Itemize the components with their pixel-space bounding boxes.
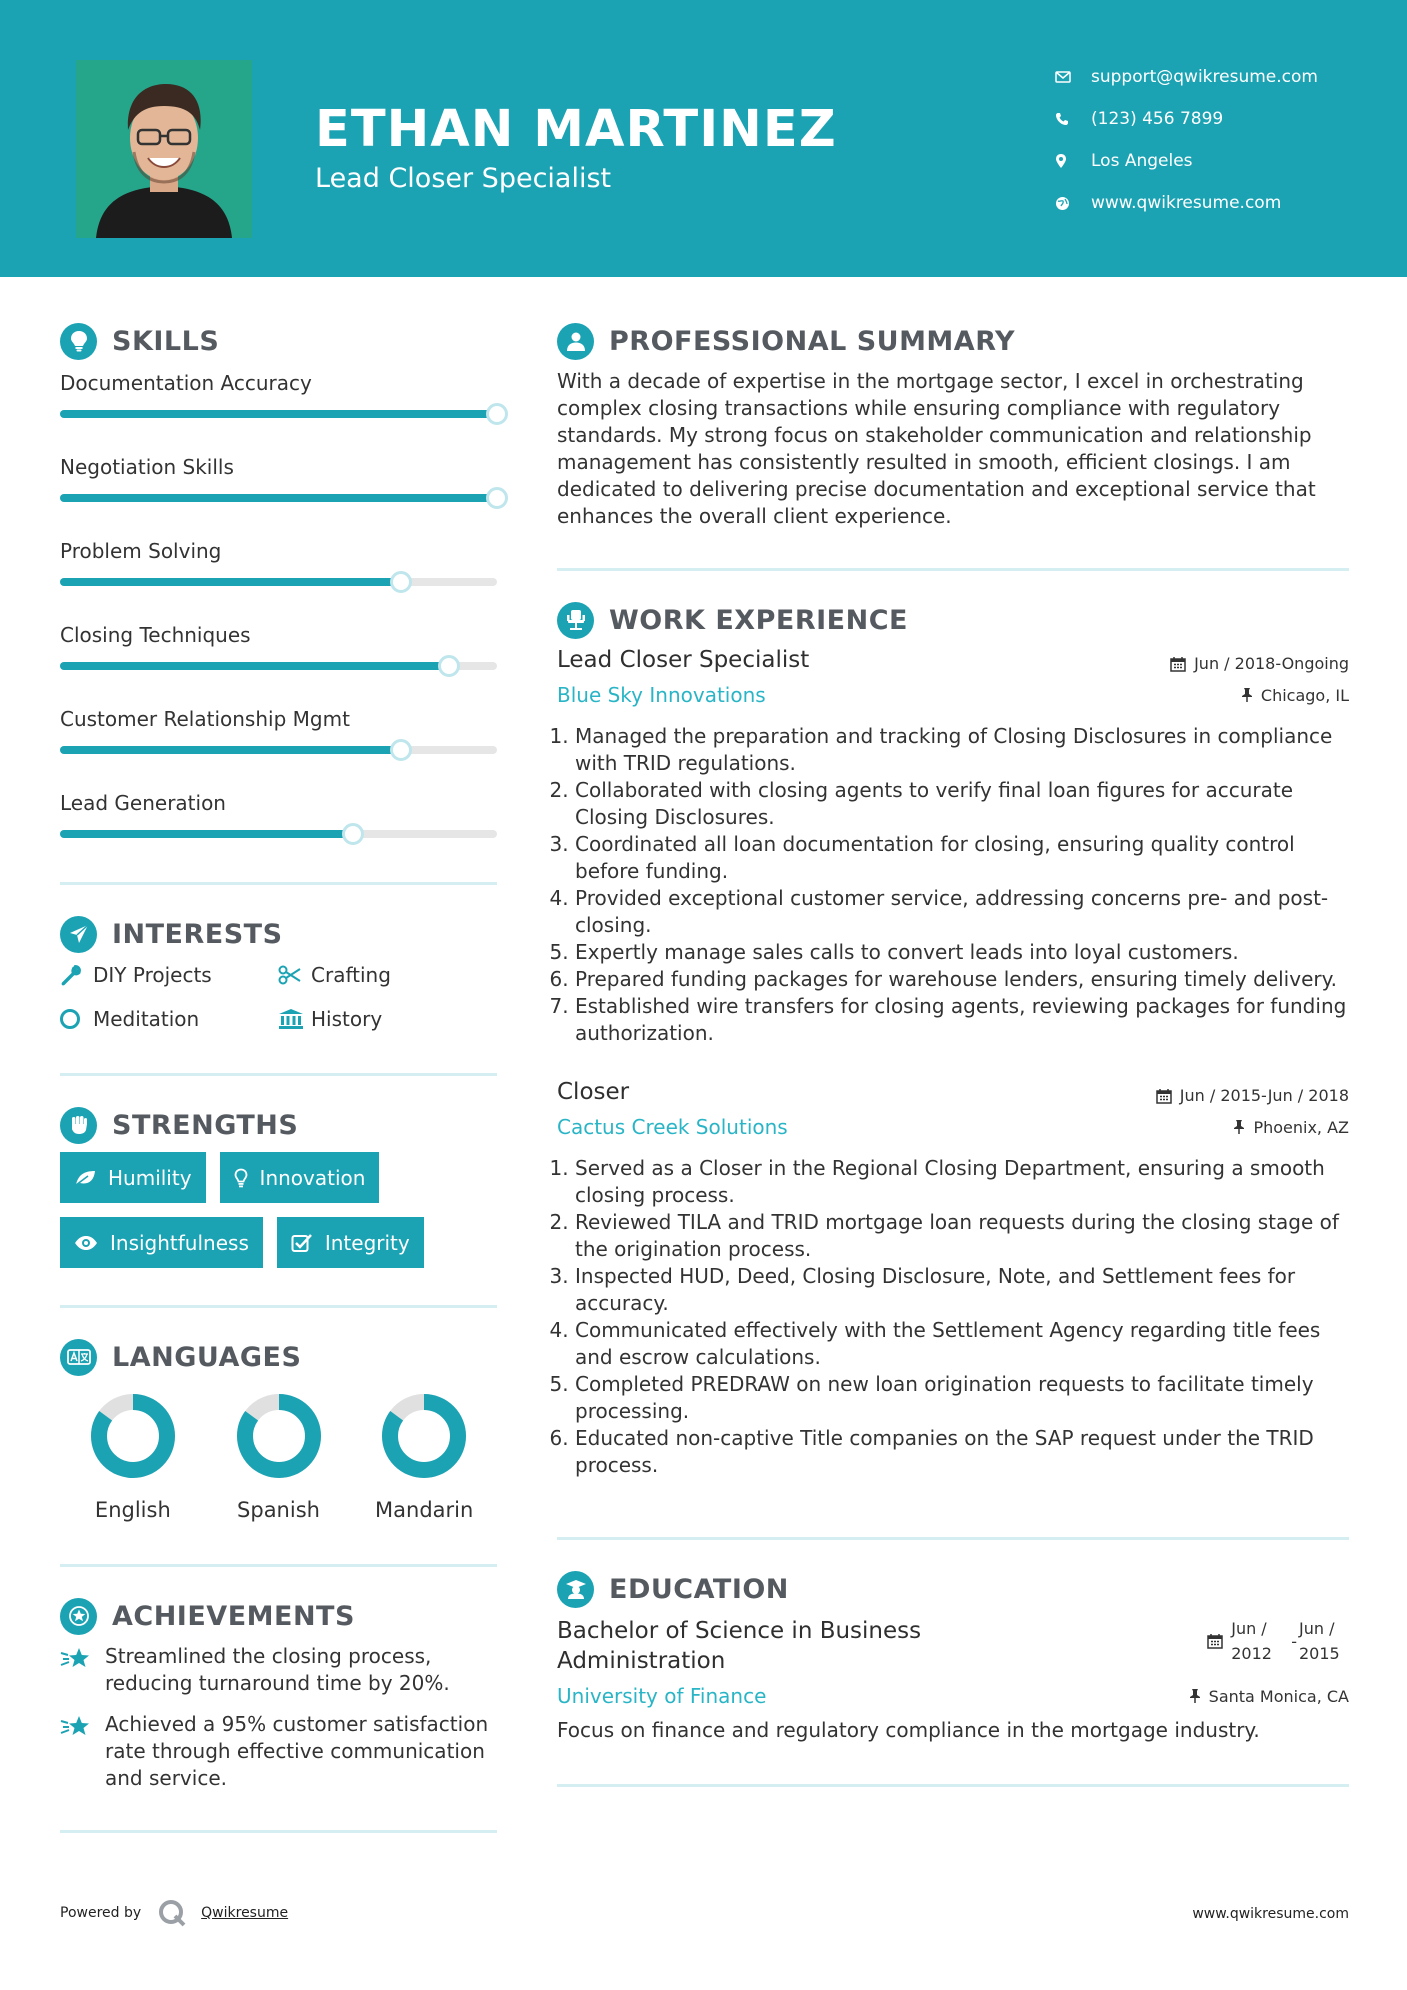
degree-title: Bachelor of Science in Business Administration [557,1618,922,1674]
section-divider [60,1073,497,1076]
contact-list [1055,56,1385,224]
strengths-title: STRENGTHS [112,1109,299,1141]
duty-item: 3. Coordinated all loan documentation for closing, ensuring quality control before funding. [575,831,1349,885]
job-duties [557,723,1349,1047]
left-column [60,322,497,1833]
interest-item [278,1005,496,1033]
skill-bar-knob [390,571,412,593]
bank-icon [278,1008,311,1030]
skill-bar-knob [486,403,508,425]
contact-email-text: support@qwikresume.com [1091,67,1318,87]
duty-item: 1. Managed the preparation and tracking of Closing Disclosures in compliance with TRID regulations. [575,723,1349,777]
calendar-icon [1207,1633,1223,1649]
job-title: Lead Closer Specialist [557,647,810,673]
skill-bar-fill [60,746,401,754]
interests-title: INTERESTS [112,918,283,950]
skill-label: Closing Techniques [60,623,251,647]
qwikresume-logo-icon [157,1898,187,1928]
language-label: Mandarin [375,1498,474,1522]
education-end-year: 2015 [1299,1644,1340,1663]
company-name[interactable]: Blue Sky Innovations [557,683,766,707]
contact-phone-text: (123) 456 7899 [1091,109,1224,129]
footer-website[interactable]: www.qwikresume.com [1192,1906,1349,1922]
interest-label: DIY Projects [93,963,212,987]
education-start-year: 2012 [1231,1644,1272,1663]
languages-title: LANGUAGES [112,1341,302,1373]
skills-list [60,368,497,838]
skill-bar-knob [342,823,364,845]
interest-label: Crafting [311,963,391,987]
summary-heading [557,322,1349,360]
education-location-text: Santa Monica, CA [1208,1686,1349,1706]
skill-bar-fill [60,578,401,586]
language-donut [378,1390,470,1482]
interests-heading [60,915,497,953]
candidate-role: Lead Closer Specialist [315,163,612,194]
duty-item: 2. Reviewed TILA and TRID mortgage loan requests during the closing stage of the origination process. [575,1209,1349,1263]
scissors-icon [278,965,311,985]
section-divider [60,1830,497,1833]
skill-bar-fill [60,494,497,502]
contact-website-text: www.qwikresume.com [1091,193,1282,213]
language-donut [87,1390,179,1482]
skill-bar [60,746,497,754]
skill-item [60,788,497,838]
skill-bar-fill [60,410,497,418]
skill-bar-knob [438,655,460,677]
achievement-item [60,1711,497,1792]
globe-icon [1055,196,1091,211]
strength-label: Insightfulness [110,1230,249,1255]
skill-bar [60,494,497,502]
powered-by-label: Powered by [60,1905,142,1921]
duty-item: 6. Prepared funding packages for warehouse lenders, ensuring timely delivery. [575,966,1349,993]
strength-label: Humility [108,1165,192,1190]
skill-label: Documentation Accuracy [60,371,312,395]
strength-tag [220,1152,380,1203]
languages-list [60,1390,497,1522]
skill-label: Problem Solving [60,539,222,563]
education-subheader [557,1684,1349,1708]
skill-bar [60,578,497,586]
education-dates [1207,1616,1349,1666]
skill-item [60,620,497,670]
language-donut [233,1390,325,1482]
languages-heading [60,1338,497,1376]
section-divider [60,1564,497,1567]
job-title: Closer [557,1079,630,1105]
language-icon [60,1339,97,1376]
contact-location [1055,140,1385,182]
leaf-icon [74,1169,96,1187]
education-start-month: Jun / [1231,1619,1267,1638]
job-entry [557,647,1349,1047]
company-name[interactable]: Cactus Creek Solutions [557,1115,788,1139]
star-badge-icon [60,1598,97,1635]
skill-bar-fill [60,662,449,670]
interest-label: History [311,1007,383,1031]
skill-item [60,452,497,502]
achievement-text: Achieved a 95% customer satisfaction rate through effective communication and service. [105,1712,489,1790]
strengths-heading [60,1106,497,1144]
section-divider [557,568,1349,571]
experience-heading [557,601,1349,639]
job-location [1233,1118,1349,1137]
duty-item: 5. Completed PREDRAW on new loan origination requests to facilitate timely processing. [575,1371,1349,1425]
job-location [1241,686,1349,705]
skill-bar [60,410,497,418]
skill-label: Customer Relationship Mgmt [60,707,350,731]
skill-label: Lead Generation [60,791,226,815]
skills-heading [60,322,497,360]
duty-item: 6. Educated non-captive Title companies on the SAP request under the TRID process. [575,1425,1349,1479]
job-subheader [557,683,1349,707]
skill-bar-knob [486,487,508,509]
skill-item [60,704,497,754]
interest-item [60,1005,278,1033]
lightbulb-icon [60,323,97,360]
interest-item [60,961,278,989]
section-divider [557,1537,1349,1540]
education-date-separator: - [1291,1631,1297,1651]
achievement-text: Streamlined the closing process, reducing turnaround time by 20%. [105,1644,450,1695]
skill-item [60,536,497,586]
achievements-heading [60,1597,497,1635]
job-entry [557,1079,1349,1479]
section-divider [60,1305,497,1308]
lightbulb-icon [234,1168,248,1188]
job-date [1170,654,1349,673]
strengths-list [60,1152,497,1268]
interest-label: Meditation [93,1007,200,1031]
strength-label: Integrity [324,1230,410,1255]
qwikresume-link[interactable]: Qwikresume [201,1905,289,1921]
map-pin-icon [1055,153,1091,169]
job-date-text: Jun / 2018-Ongoing [1194,654,1349,673]
calendar-icon [1156,1088,1172,1104]
language-item [351,1390,497,1522]
skills-title: SKILLS [112,325,220,357]
circle-icon [60,1008,93,1030]
shooting-star-icon [60,1711,105,1743]
job-date [1156,1086,1349,1105]
shooting-star-icon [60,1643,105,1675]
user-icon [557,323,594,360]
duty-item: 4. Communicated effectively with the Settlement Agency regarding title fees and escrow calculations. [575,1317,1349,1371]
education-start [1231,1616,1289,1666]
skill-label: Negotiation Skills [60,455,234,479]
phone-icon [1055,112,1091,126]
language-label: English [94,1498,171,1522]
strength-label: Innovation [259,1165,366,1190]
achievements-title: ACHIEVEMENTS [112,1600,355,1632]
contact-email[interactable] [1055,56,1385,98]
language-item [60,1390,206,1522]
check-square-icon [291,1233,313,1253]
duty-item: 4. Provided exceptional customer service, addressing concerns pre- and post-closing. [575,885,1349,939]
school-name[interactable]: University of Finance [557,1684,767,1708]
wrench-icon [60,964,93,986]
achievement-item [60,1643,497,1697]
strength-tag [277,1217,424,1268]
strength-tag [60,1152,206,1203]
job-location-text: Phoenix, AZ [1253,1117,1349,1137]
experience-title: WORK EXPERIENCE [609,604,908,636]
eye-icon [74,1235,98,1251]
education-title: EDUCATION [609,1573,789,1605]
contact-phone[interactable] [1055,98,1385,140]
contact-location-text: Los Angeles [1091,151,1193,171]
job-header [557,647,1349,673]
skill-item [60,368,497,418]
pushpin-icon [1189,1688,1201,1704]
language-label: Spanish [237,1498,320,1522]
strength-tag [60,1217,263,1268]
section-divider [557,1784,1349,1787]
education-heading [557,1570,1349,1608]
contact-website[interactable] [1055,182,1385,224]
job-subheader [557,1115,1349,1139]
graduate-icon [557,1571,594,1608]
summary-text: With a decade of expertise in the mortgage sector, I excel in orchestrating complex closing transactions while ensuring compliance with regulatory standards. My strong focus on stakeholder communication and relationship management has consistently resulted in smooth, efficient closings. I am dedicated to delivering precise documentation and exceptional service that enhances the overall client experience. [557,369,1316,528]
pushpin-icon [1241,687,1253,703]
calendar-icon [1170,656,1186,672]
candidate-name: ETHAN MARTINEZ [315,100,837,159]
education-header [557,1616,1349,1676]
paper-plane-icon [60,916,97,953]
skill-bar-knob [390,739,412,761]
skill-bar-fill [60,830,353,838]
education-description: Focus on finance and regulatory compliance in the mortgage industry. [557,1718,1260,1742]
duty-item: 7. Established wire transfers for closing agents, reviewing packages for funding authorization. [575,993,1349,1047]
envelope-icon [1055,71,1091,83]
fist-icon [60,1107,97,1144]
interests-list [60,961,497,1033]
duty-item: 3. Inspected HUD, Deed, Closing Disclosure, Note, and Settlement fees for accuracy. [575,1263,1349,1317]
skill-bar [60,830,497,838]
office-chair-icon [557,602,594,639]
section-divider [60,882,497,885]
profile-photo [76,60,252,238]
footer-powered-by [60,1898,288,1928]
pushpin-icon [1233,1119,1245,1135]
job-location-text: Chicago, IL [1260,685,1349,705]
right-column [557,322,1349,1787]
education-end [1299,1616,1349,1666]
language-item [206,1390,352,1522]
education-location [1189,1687,1349,1706]
duty-item: 1. Served as a Closer in the Regional Closing Department, ensuring a smooth closing process. [575,1155,1349,1209]
duty-item: 2. Collaborated with closing agents to verify final loan figures for accurate Closing Disclosures. [575,777,1349,831]
skill-bar [60,662,497,670]
education-end-month: Jun / [1299,1619,1335,1638]
job-header [557,1079,1349,1105]
resume-header [0,0,1407,277]
job-date-text: Jun / 2015-Jun / 2018 [1179,1086,1349,1105]
summary-title: PROFESSIONAL SUMMARY [609,325,1016,357]
duty-item: 5. Expertly manage sales calls to convert leads into loyal customers. [575,939,1349,966]
interest-item [278,961,496,989]
job-duties [557,1155,1349,1479]
